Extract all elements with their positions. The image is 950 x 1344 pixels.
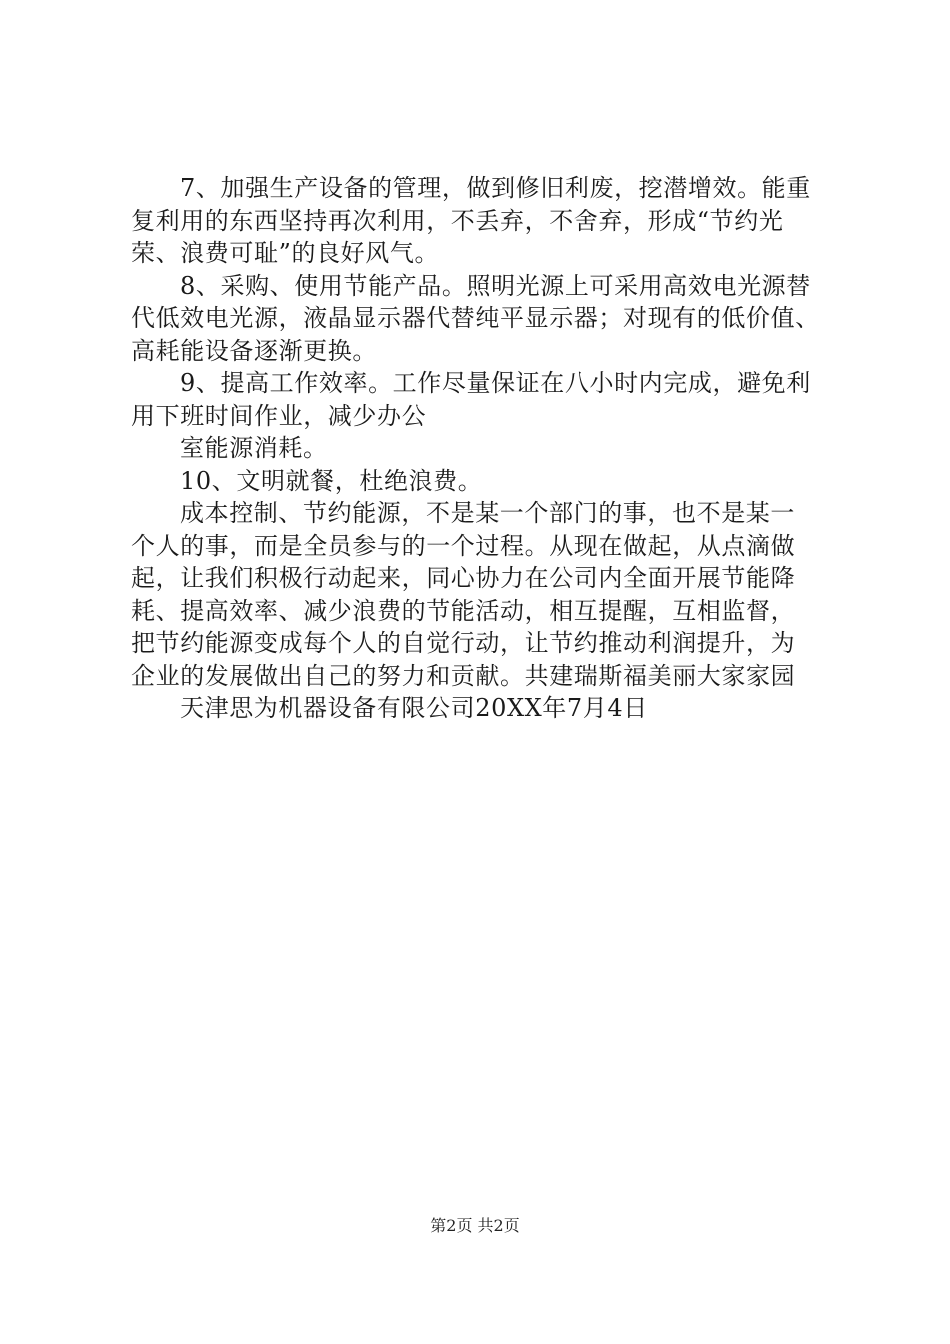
text-line: 10、文明就餐，杜绝浪费。 [180,466,483,495]
text-line: 室能源消耗。 [180,434,328,462]
text-line: 把节约能源变成每个人的自觉行动，让节约推动利润提升，为 [131,629,796,657]
text-line: 高耗能设备逐渐更换。 [131,336,377,365]
text-line: 企业的发展做出自己的努力和贡献。共建瑞斯福美丽大家家园 [131,661,796,690]
text-line: 7、加强生产设备的管理，做到修旧利废，挖潜增效。能重 [180,174,811,202]
text-line: 耗、提高效率、减少浪费的节能活动，相互提醒，互相监督， [131,596,796,625]
text-line: 成本控制、节约能源，不是某一个部门的事，也不是某一 [180,499,795,527]
paragraph-9 [131,367,831,432]
text-line: 个人的事，而是全员参与的一个过程。从现在做起，从点滴做 [131,531,796,560]
paragraph-9-continued [131,432,831,465]
paragraph-8 [131,270,831,368]
text-line: 荣、浪费可耻”的良好风气。 [131,239,440,267]
text-line: 8、采购、使用节能产品。照明光源上可采用高效电光源替 [180,271,811,300]
text-line: 天津思为机器设备有限公司20XX年7月4日 [180,694,648,722]
paragraph-summary [131,497,831,692]
signature-line [131,692,831,725]
paragraph-10 [131,465,831,498]
page-number-footer: 第2页 共2页 [430,1216,520,1235]
text-line: 复利用的东西坚持再次利用，不丢弃，不舍弃，形成“节约光 [131,206,784,235]
text-line: 9、提高工作效率。工作尽量保证在八小时内完成，避免利 [180,369,811,397]
text-line: 代低效电光源，液晶显示器代替纯平显示器；对现有的低价值、 [131,304,820,332]
text-line: 起，让我们积极行动起来，同心协力在公司内全面开展节能降 [131,564,796,592]
paragraph-7 [131,172,831,270]
document-body [131,172,831,725]
text-line: 用下班时间作业，减少办公 [131,401,427,430]
